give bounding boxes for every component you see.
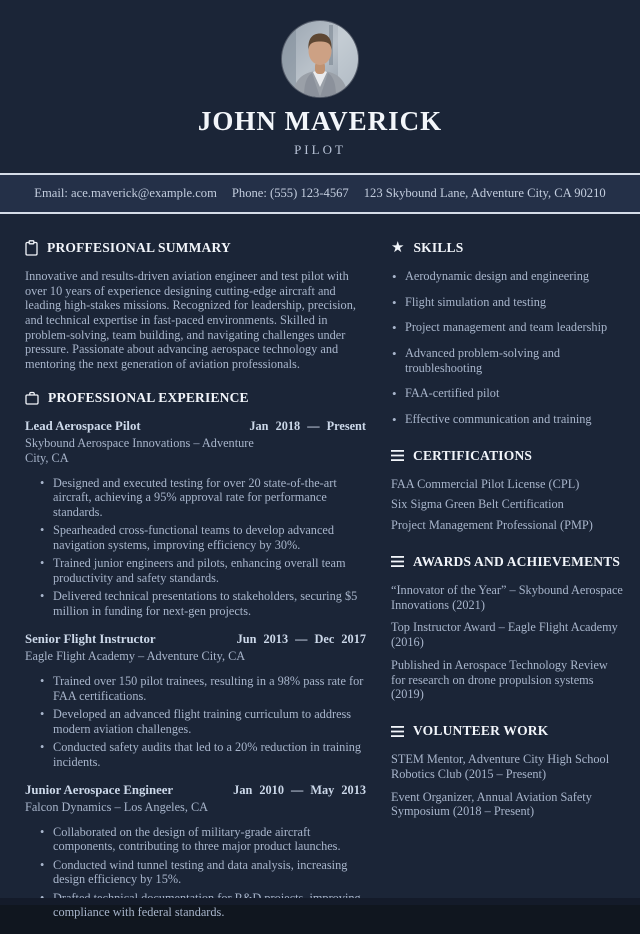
skills-list (391, 269, 625, 427)
award-item: Published in Aerospace Technology Review for research on drone propulsion systems (2019) (391, 657, 608, 702)
contact-email: Email: ace.maverick@example.com (34, 186, 217, 200)
skill-item: • Aerodynamic design and engineering (405, 269, 625, 284)
job-bullet-list (25, 825, 366, 920)
job-bullet: • Developed an advanced flight training curriculum to address modern aviation challenges. (53, 707, 366, 736)
job-role-subtitle: PILOT (294, 142, 346, 157)
section-heading-summary (25, 240, 366, 256)
portrait-photo-illustration (282, 21, 358, 97)
skill-item: • Advanced problem-solving and troubleshooting (405, 346, 625, 376)
job-bullet: • Spearheaded cross-functional teams to develop advanced navigation systems, improving efficiency by 30%. (53, 523, 366, 552)
awards-section (391, 554, 625, 702)
certifications-section (391, 448, 625, 533)
job-bullet: • Collaborated on the design of military-grade aircraft components, contributing to three major product launches. (53, 825, 366, 854)
job-bullet: • Designed and executed testing for over 20 state-of-the-art aircraft, achieving a 95% approval rate for performance standards. (53, 476, 366, 520)
job-bullet: • Conducted safety audits that led to a 20% reduction in training incidents. (53, 740, 366, 769)
section-heading-certifications (391, 448, 625, 464)
page-title: JOHN MAVERICK (197, 106, 443, 136)
skills-section (391, 240, 625, 427)
awards-heading: AWARDS AND ACHIEVEMENTS (413, 553, 621, 569)
certification-item: FAA Commercial Pilot License (CPL) (391, 476, 580, 491)
award-item: Top Instructor Award – Eagle Flight Academy (2016) (391, 620, 618, 649)
job-company: Falcon Dynamics – Los Angeles, CA (25, 800, 209, 815)
job-bullet: • Conducted wind tunnel testing and data analysis, increasing design efficiency by 15%. (53, 858, 366, 887)
experience-entry (25, 632, 366, 769)
list-menu-icon (391, 726, 404, 737)
section-heading-experience (25, 390, 366, 406)
list-menu-icon (391, 556, 404, 567)
contact-address: 123 Skybound Lane, Adventure City, CA 90210 (363, 186, 606, 200)
section-heading-awards (391, 554, 625, 570)
star-icon: ★ (391, 239, 405, 256)
contact-phone: Phone: (555) 123-4567 (231, 186, 349, 200)
right-column (391, 240, 625, 934)
resume-header (0, 0, 640, 158)
skill-item: • Effective communication and training (405, 412, 625, 427)
job-dates: Jan 2010 — May 2013 (233, 783, 366, 798)
job-bullet: • Delivered technical presentations to stakeholders, securing $5 million in funding for next-gen projects. (53, 589, 366, 618)
briefcase-icon (25, 391, 39, 405)
volunteer-heading: VOLUNTEER WORK (413, 723, 549, 738)
page-bottom-edge (0, 898, 640, 905)
experience-entry (25, 419, 366, 618)
skill-item: • Project management and team leadership (405, 320, 625, 335)
job-dates: Jan 2018 — Present (249, 419, 366, 434)
job-title: Lead Aerospace Pilot (25, 419, 141, 434)
resume-body (0, 214, 640, 934)
job-bullet: • Trained junior engineers and pilots, enhancing overall team productivity and safety standards. (53, 556, 366, 585)
certification-item: Six Sigma Green Belt Certification (391, 497, 564, 512)
award-item: “Innovator of the Year” – Skybound Aerospace Innovations (2021) (391, 582, 623, 612)
avatar (282, 21, 358, 97)
list-menu-icon (391, 450, 404, 461)
summary-text: Innovative and results-driven aviation engineer and test pilot with over 10 years of experience designing cutting-edge aircraft and leading high-stakes missions. Recognized for leadership, precision, and technical expertise in fast-paced environments. Skilled in problem-solving, team building, and navigating challenges under pressure. Passionate about advancing aerospace technology and mentoring the next generation of aviation professionals. (25, 269, 356, 371)
experience-heading: PROFESSIONAL EXPERIENCE (48, 390, 249, 406)
left-column (25, 240, 366, 934)
job-bullet-list (25, 674, 366, 769)
job-title: Senior Flight Instructor (25, 632, 156, 647)
job-bullet: • Trained over 150 pilot trainees, resulting in a 98% pass rate for FAA certifications. (53, 674, 366, 703)
skill-item: • FAA-certified pilot (405, 386, 625, 401)
section-heading-skills (391, 240, 625, 256)
skill-item: • Flight simulation and testing (405, 295, 625, 310)
job-company: Skybound Aerospace Innovations – Adventure City, CA (25, 436, 254, 466)
job-bullet-list (25, 476, 366, 619)
summary-heading: PROFFESIONAL SUMMARY (47, 240, 231, 255)
job-company: Eagle Flight Academy – Adventure City, CA (25, 649, 246, 664)
job-dates: Jun 2013 — Dec 2017 (236, 632, 366, 647)
skills-heading: SKILLS (413, 240, 464, 255)
certification-item: Project Management Professional (PMP) (391, 518, 593, 532)
job-title: Junior Aerospace Engineer (25, 783, 174, 798)
contact-bar (0, 173, 640, 214)
job-bullet: • compliance with federal standards. (53, 891, 366, 920)
volunteer-item: STEM Mentor, Adventure City High School Robotics Club (2015 – Present) (391, 752, 610, 781)
clipboard-icon (25, 240, 38, 256)
certifications-heading: CERTIFICATIONS (413, 447, 533, 463)
volunteer-item: Event Organizer, Annual Aviation Safety Symposium (2018 – Present) (391, 789, 592, 819)
volunteer-section (391, 723, 625, 819)
section-heading-volunteer (391, 723, 625, 739)
